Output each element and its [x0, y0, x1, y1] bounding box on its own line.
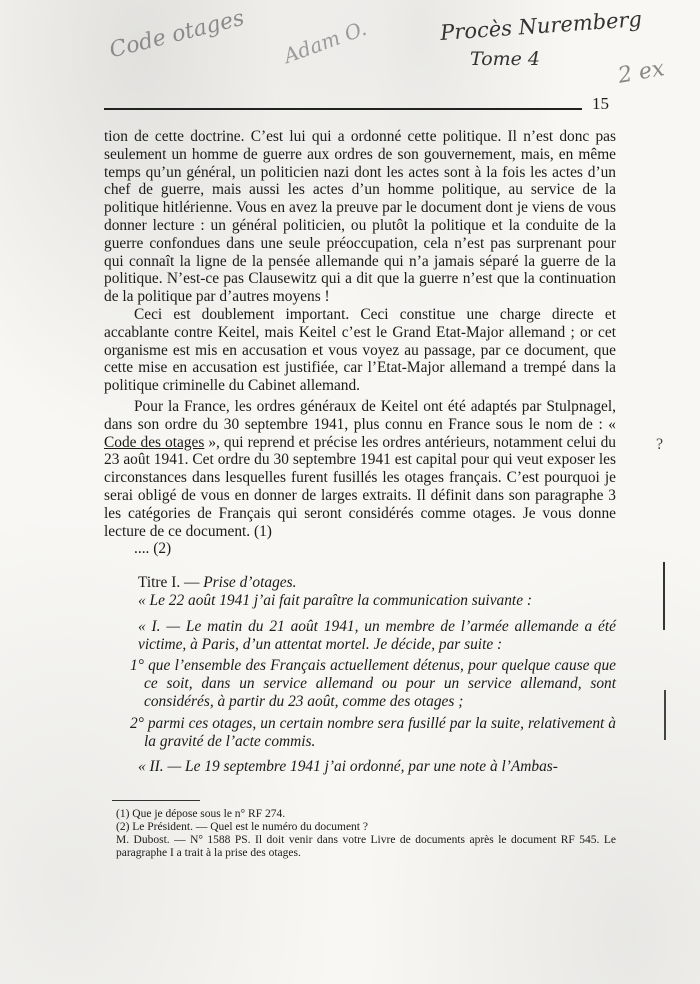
code-des-otages-link: Code des otages: [104, 433, 205, 451]
handwritten-note-tome: Tome 4: [470, 48, 541, 70]
footnote-2: (2) Le Président. — Quel est le numéro du document ?: [116, 821, 368, 833]
footnote-1: (1) Que je dépose sous le n° RF 274.: [116, 808, 286, 820]
quote-3: « II. — Le 19 septembre 1941 j’ai ordonné, par une note à l’Ambas-: [138, 758, 558, 776]
handwritten-note-proces: Procès Nuremberg: [439, 6, 643, 46]
quote-1: « Le 22 août 1941 j’ai fait paraître la communication suivante :: [138, 591, 532, 609]
paragraph-1: tion de cette doctrine. C’est lui qui a ordonné cette politique. Il n’est donc pas seulement un homme de guerre aux ordres de son gouvernement, mais, en même temps qu’un général, un politicien nazi dont les actes sont à la fois les actes d’un chef de guerre, mais aussi les actes d’un homme politique, au service de la politique hitlérienne. Vous en avez la preuve par le document dont je viens de vous donner lecture : un général politicien, ou plutôt la politique et la conduite de la guerre confondues dans une seule préoccupation, cela n’est pas surprenant pour qui connaît la ligne de la pensée allemande qui n’a jamais séparé la guerre de la politique. N’est-ce pas Clausewitz qui a dit que la guerre n’est que la continuation de la politique par d’autres moyens !: [104, 128, 616, 306]
titre-label: Titre I. —: [138, 574, 204, 592]
page-number: 15: [592, 94, 609, 113]
list-item-2: 2° parmi ces otages, un certain nombre sera fusillé par la suite, relativement à la gravité de l’acte commis.: [130, 714, 616, 750]
quote-2: « I. — Le matin du 21 août 1941, un membre de l’armée allemande a été victime, à Paris, d’un attentat mortel. Je décide, par suite :: [138, 617, 616, 653]
footnotes: [116, 808, 616, 860]
main-text: [104, 128, 616, 776]
footnote-3: M. Dubost. — N° 1588 PS. Il doit venir dans votre Livre de documents après le document RF 545. Le paragraphe I a trait à la prise des otages.: [116, 834, 616, 859]
margin-question-mark: ?: [656, 436, 664, 453]
paragraph-3: [104, 398, 616, 540]
titre-heading: [104, 574, 616, 592]
titre-italic: Prise d’otages.: [203, 574, 297, 592]
header-rule: [104, 108, 582, 110]
handwritten-note-corner: 2 ex: [616, 56, 667, 89]
paragraph-3-before: Pour la France, les ordres généraux de Keitel ont été adaptés par Stulpnagel, dans son ordre du 30 septembre 1941, plus connu en France sous le nom de : «: [104, 397, 616, 433]
dots-line: .... (2): [134, 540, 172, 558]
handwritten-note-stamp: Adam O.: [280, 16, 370, 68]
handwritten-note-code-otages: Code otages: [107, 5, 247, 64]
list-item-1: 1° que l’ensemble des Français actuellement détenus, pour quelque cause que ce soit, dans un service allemand ou pour un service allemand, sont considérés, à partir du 23 août, comme des otages ;: [130, 657, 616, 710]
footnote-rule: [112, 800, 200, 801]
margin-bar: [663, 562, 665, 630]
paragraph-2: Ceci est doublement important. Ceci constitue une charge directe et accablante contre Keitel, mais Keitel c’est le Grand Etat-Major allemand ; or cet organisme est mis en accusation et vous voyez au passage, par ce document, que cette mise en accusation est justifiée, car l’Etat-Major allemand a trempé dans la politique criminelle du Cabinet allemand.: [104, 305, 616, 395]
paragraph-3-after: », qui reprend et précise les ordres antérieurs, notamment celui du 23 août 1941. Cet ordre du 30 septembre 1941 est capital pour qui veut exposer les circonstances dans lesquelles furent fusillés les otages français. C’est pourquoi je serai obligé de vous en donner de larges extraits. Il définit dans son paragraphe 3 les catégories de Français qui seront considérés comme otages. Je vous donne lecture de ce document. (1): [104, 433, 616, 540]
margin-bar-lower: [664, 690, 666, 740]
